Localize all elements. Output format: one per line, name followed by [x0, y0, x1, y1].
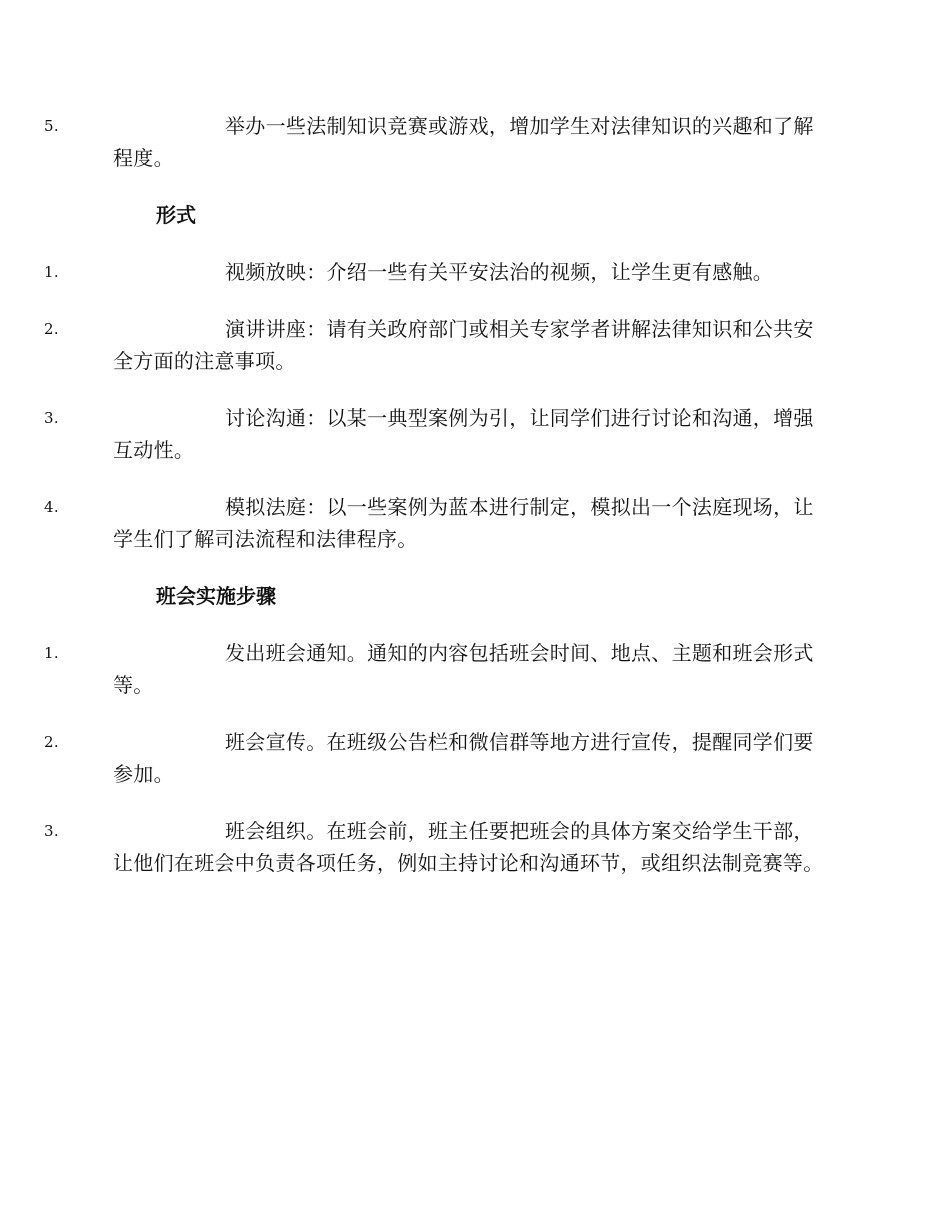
list-number: 5. [44, 117, 59, 135]
list-number: 1. [44, 263, 59, 281]
list-number: 1. [44, 644, 59, 662]
list-item-text: 演讲讲座：请有关政府部门或相关专家学者讲解法律知识和公共安全方面的注意事项。 [113, 317, 814, 373]
list-number: 2. [44, 733, 59, 751]
list-item-form-2 [44, 313, 832, 377]
list-item-step-3 [44, 815, 832, 879]
list-item-form-1 [44, 256, 832, 288]
list-item-form-3 [44, 402, 832, 466]
list-item-text: 视频放映：介绍一些有关平安法治的视频，让学生更有感触。 [225, 260, 774, 284]
list-number: 2. [44, 320, 59, 338]
list-item-text: 发出班会通知。通知的内容包括班会时间、地点、主题和班会形式等。 [113, 641, 814, 697]
list-number: 3. [44, 822, 59, 840]
section-heading-steps: 班会实施步骤 [156, 584, 276, 608]
list-item-step-2 [44, 726, 832, 790]
list-item-step-1 [44, 637, 832, 701]
section-heading-form: 形式 [156, 203, 196, 227]
list-item-form-4 [44, 491, 832, 555]
list-item-intro-5 [44, 110, 832, 174]
list-item-text: 讨论沟通：以某一典型案例为引，让同学们进行讨论和沟通，增强互动性。 [113, 406, 814, 462]
list-item-text: 模拟法庭：以一些案例为蓝本进行制定，模拟出一个法庭现场，让学生们了解司法流程和法律程序。 [113, 495, 814, 551]
list-item-text: 班会宣传。在班级公告栏和微信群等地方进行宣传，提醒同学们要参加。 [113, 730, 814, 786]
list-number: 3. [44, 409, 59, 427]
list-number: 4. [44, 498, 59, 516]
list-item-text: 举办一些法制知识竞赛或游戏，增加学生对法律知识的兴趣和了解程度。 [113, 114, 814, 170]
list-item-text: 班会组织。在班会前，班主任要把班会的具体方案交给学生干部，让他们在班会中负责各项任务，例如主持讨论和沟通环节，或组织法制竞赛等。 [113, 819, 824, 875]
